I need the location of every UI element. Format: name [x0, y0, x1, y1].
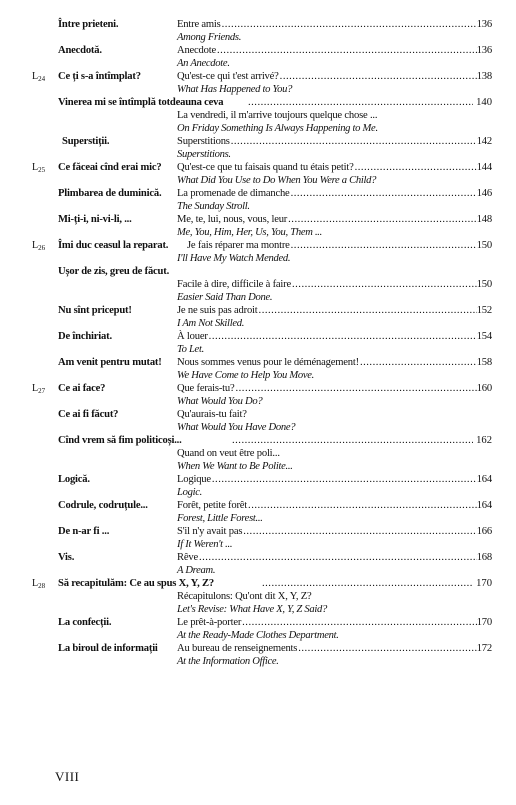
french-title: Rêve	[177, 552, 198, 563]
dot-leader	[292, 278, 477, 291]
french-title: S'il n'y avait pas	[177, 526, 243, 537]
page-number-ref: 148	[476, 214, 492, 225]
romanian-title: Logică.	[58, 474, 90, 485]
french-title: Que ferais-tu?	[177, 383, 235, 394]
page-number-ref: 164	[476, 500, 492, 511]
page-number-ref: 166	[476, 526, 492, 537]
romanian-title: Ce ai face?	[58, 383, 106, 394]
page-number-ref: 140	[476, 97, 492, 108]
french-title: Superstitions	[177, 136, 230, 147]
toc-entry	[0, 18, 516, 31]
french-title: Qu'est-ce qui t'est arrivé?	[177, 71, 279, 82]
romanian-title: Ce făceai cînd erai mic?	[58, 162, 162, 173]
dot-leader	[222, 18, 477, 31]
english-title: A Dream.	[177, 565, 216, 576]
french-line	[177, 18, 492, 31]
english-title: To Let.	[177, 344, 204, 355]
french-title: Au bureau de renseignements	[177, 643, 298, 654]
dot-leader	[259, 304, 477, 317]
page-number-ref: 144	[476, 162, 492, 173]
english-title: What Would You Do?	[177, 396, 263, 407]
english-title: Forest, Little Forest...	[177, 513, 263, 524]
page-number: VIII	[55, 769, 80, 784]
romanian-title: Plimbarea de duminică.	[58, 188, 162, 199]
toc-entry	[0, 70, 516, 83]
lesson-marker: $L_{27}$	[32, 383, 46, 395]
english-title: Among Friends.	[177, 32, 242, 43]
english-title: Logic.	[177, 487, 202, 498]
dot-leader	[217, 44, 477, 57]
english-title: Let's Revise: What Have X, Y, Z Said?	[177, 604, 327, 615]
french-title: Entre amis	[177, 19, 221, 30]
dot-leader	[291, 187, 477, 200]
page-number-ref: 170	[476, 617, 492, 628]
romanian-title: Codrule, codruțule...	[58, 500, 148, 511]
french-title: Récapitulons: Qu'ont dit X, Y, Z?	[177, 591, 312, 602]
dot-leader	[288, 213, 477, 226]
page-number-ref: 136	[476, 19, 492, 30]
french-title: Je ne suis pas adroit	[177, 305, 258, 316]
toc-entry	[0, 616, 516, 629]
english-title: When We Want to Be Polite...	[177, 461, 293, 472]
dot-leader	[355, 161, 477, 174]
dot-leader	[243, 525, 476, 538]
toc-entry	[0, 642, 516, 655]
english-title: If It Weren't ...	[177, 539, 233, 550]
page-number-ref: 150	[476, 240, 492, 251]
romanian-title: Anecdotă.	[58, 45, 102, 56]
french-title: La promenade de dimanche	[177, 188, 290, 199]
english-title: At the Information Office.	[177, 656, 279, 667]
french-title: Logique	[177, 474, 211, 485]
toc-entry	[0, 434, 516, 447]
french-line	[177, 473, 492, 486]
page-number-ref: 152	[476, 305, 492, 316]
toc-entry	[0, 408, 516, 421]
french-line	[177, 499, 492, 512]
french-title: À louer	[177, 331, 208, 342]
french-title: Qu'est-ce que tu faisais quand tu étais petit?	[177, 162, 354, 173]
dot-leader	[280, 70, 477, 83]
french-line	[177, 161, 492, 174]
english-title: At the Ready-Made Clothes Department.	[177, 630, 339, 641]
french-title: Facile à dire, difficile à faire	[177, 279, 291, 290]
romanian-title: Vis.	[58, 552, 75, 563]
french-line	[177, 213, 492, 226]
page-number-ref: 160	[476, 383, 492, 394]
lesson-marker: $L_{24}$	[32, 71, 46, 83]
romanian-title: La biroul de informații	[58, 643, 158, 654]
lesson-marker: $L_{26}$	[32, 240, 46, 252]
page-number-ref: 138	[476, 71, 492, 82]
english-title: Me, You, Him, Her, Us, You, Them ...	[177, 227, 322, 238]
toc-entry	[0, 44, 516, 57]
english-title: I Am Not Skilled.	[177, 318, 245, 329]
french-title: Forêt, petite forêt	[177, 500, 248, 511]
dot-leader	[291, 239, 477, 252]
toc-entry	[0, 96, 516, 109]
dot-leader	[209, 330, 477, 343]
page-number-ref: 142	[476, 136, 492, 147]
page-number-ref: 146	[476, 188, 492, 199]
english-title: Easier Said Than Done.	[177, 292, 273, 303]
french-line	[177, 382, 492, 395]
dot-leader	[231, 135, 477, 148]
page-number-ref: 172	[476, 643, 492, 654]
french-line	[177, 616, 492, 629]
dot-leader	[248, 96, 473, 109]
french-line	[177, 187, 492, 200]
toc-entry	[0, 330, 516, 343]
romanian-title: Superstiții.	[62, 136, 110, 147]
romanian-title: Ce ți s-a întîmplat?	[58, 71, 141, 82]
english-title: What Has Happened to You?	[177, 84, 293, 95]
english-title: I'll Have My Watch Mended.	[177, 253, 291, 264]
romanian-title: Între prieteni.	[58, 19, 119, 30]
page-number-ref: 158	[476, 357, 492, 368]
toc-entry	[0, 265, 516, 278]
french-line	[177, 135, 492, 148]
toc-entry	[0, 161, 516, 174]
dot-leader	[298, 642, 476, 655]
dot-leader	[262, 577, 473, 590]
toc-entry	[0, 499, 516, 512]
romanian-title: La confecții.	[58, 617, 112, 628]
romanian-title: Am venit pentru mutat!	[58, 357, 162, 368]
french-line	[177, 356, 492, 369]
dot-leader	[248, 499, 477, 512]
toc-entry	[0, 135, 516, 148]
french-title: Nous sommes venus pour le déménagement!	[177, 357, 359, 368]
french-line	[177, 330, 492, 343]
page-number-ref: 154	[476, 331, 492, 342]
toc-entry	[0, 551, 516, 564]
french-title: La vendredi, il m'arrive toujours quelque chose ...	[177, 110, 378, 121]
dot-leader	[242, 616, 477, 629]
english-title: What Did You Use to Do When You Were a Child?	[177, 175, 377, 186]
english-title: What Would You Have Done?	[177, 422, 296, 433]
romanian-title: De închiriat.	[58, 331, 112, 342]
french-line	[177, 44, 492, 57]
english-title: We Have Come to Help You Move.	[177, 370, 315, 381]
toc-entry	[0, 473, 516, 486]
romanian-title: De n-ar fi ...	[58, 526, 110, 537]
french-line	[187, 239, 492, 252]
toc-entry	[0, 382, 516, 395]
toc-entry	[0, 356, 516, 369]
french-title: Qu'aurais-tu fait?	[177, 409, 247, 420]
english-title: The Sunday Stroll.	[177, 201, 250, 212]
dot-leader	[232, 434, 473, 447]
romanian-title: Vinerea mi se întîmplă totdeauna ceva	[58, 97, 224, 108]
french-line	[177, 304, 492, 317]
dot-leader	[236, 382, 477, 395]
french-line	[177, 525, 492, 538]
romanian-title: Ce ai fi făcut?	[58, 409, 119, 420]
romanian-title: Mi-ți-i, ni-vi-li, ...	[58, 214, 132, 225]
toc-entry	[0, 577, 516, 590]
english-title: On Friday Something Is Always Happening to Me.	[177, 123, 378, 134]
page-number-ref: 168	[476, 552, 492, 563]
romanian-title: Ușor de zis, greu de făcut.	[58, 266, 170, 277]
page-number-ref: 136	[476, 45, 492, 56]
french-title: Quand on veut être poli...	[177, 448, 280, 459]
page-number-ref: 164	[476, 474, 492, 485]
toc-entry	[0, 213, 516, 226]
dot-leader	[360, 356, 477, 369]
romanian-title: Cînd vrem să fim politicoși...	[58, 435, 182, 446]
toc-entry	[0, 239, 516, 252]
page-number-ref: 162	[476, 435, 492, 446]
french-title: Je fais réparer ma montre	[187, 240, 290, 251]
french-line	[177, 70, 492, 83]
dot-leader	[212, 473, 477, 486]
french-title: Me, te, lui, nous, vous, leur	[177, 214, 288, 225]
romanian-title: Îmi duc ceasul la reparat.	[58, 240, 169, 251]
page-number-ref: 170	[476, 578, 492, 589]
toc-entry	[0, 304, 516, 317]
french-line	[177, 278, 492, 291]
french-line	[177, 551, 492, 564]
lesson-marker: $L_{25}$	[32, 162, 46, 174]
french-title: Le prêt-à-porter	[177, 617, 242, 628]
page-number-ref: 150	[476, 279, 492, 290]
romanian-title: Nu sînt priceput!	[58, 305, 132, 316]
lesson-marker: $L_{28}$	[32, 578, 46, 590]
toc-entry	[0, 187, 516, 200]
english-title: Superstitions.	[177, 149, 231, 160]
english-title: An Anecdote.	[177, 58, 230, 69]
french-title: Anecdote	[177, 45, 216, 56]
toc-entry	[0, 525, 516, 538]
romanian-title: Să recapitulăm: Ce au spus X, Y, Z?	[58, 578, 214, 589]
dot-leader	[199, 551, 477, 564]
french-line	[177, 642, 492, 655]
